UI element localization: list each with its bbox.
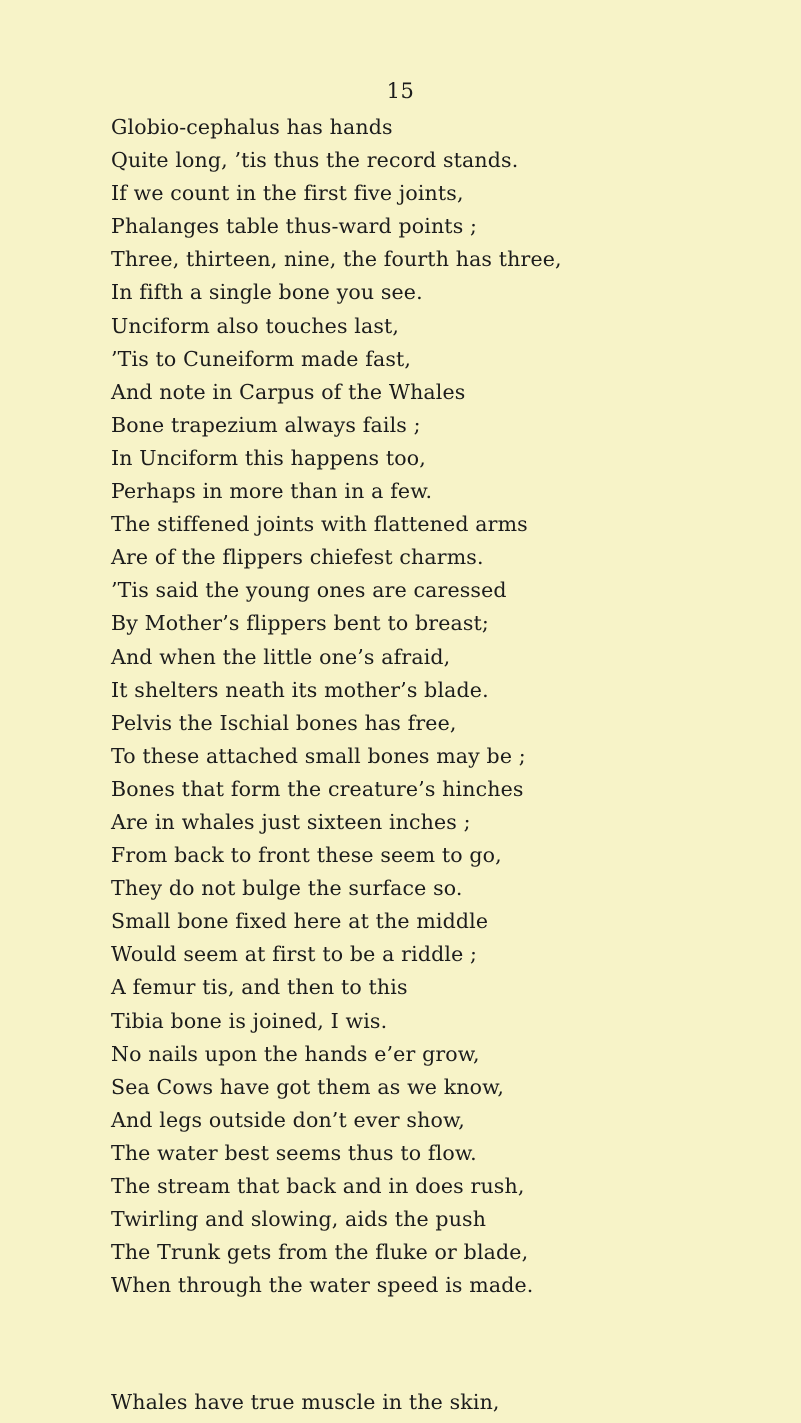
poem-line: ’Tis said the young ones are caressed — [111, 578, 507, 603]
poem-line: And legs outside don’t ever show, — [111, 1107, 465, 1132]
poem-line: When through the water speed is made. — [111, 1273, 534, 1298]
poem-line: In fifth a single bone you see. — [111, 280, 423, 305]
poem-line: Pelvis the Ischial bones has free, — [111, 710, 457, 735]
poem-line: And note in Carpus of the Whales — [111, 379, 466, 404]
poem-line: Quite long, ’tis thus the record stands. — [111, 148, 519, 173]
poem-line: Three, thirteen, nine, the fourth has three, — [111, 247, 562, 272]
poem-line: Are in whales just sixteen inches ; — [111, 809, 471, 834]
poem-line: If we count in the first five joints, — [111, 181, 464, 206]
poem-line: Tibia bone is joined, I wis. — [111, 1008, 388, 1033]
poem-line: Would seem at first to be a riddle ; — [111, 942, 478, 967]
poem-line: Perhaps in more than in a few. — [111, 479, 433, 504]
poem-line: Are of the flippers chiefest charms. — [111, 545, 484, 570]
poem-line: They do not bulge the surface so. — [111, 876, 463, 901]
poem-line: Sea Cows have got them as we know, — [111, 1074, 505, 1099]
poem-line: The water best seems thus to flow. — [111, 1140, 477, 1165]
poem-line: ’Tis to Cuneiform made fast, — [111, 346, 412, 371]
poem-line: It shelters neath its mother’s blade. — [111, 677, 489, 702]
poem-line: Bones that form the creature’s hinches — [111, 776, 524, 801]
poem-line: Globio-cephalus has hands — [111, 115, 393, 139]
poem-line: From back to front these seem to go, — [111, 843, 502, 868]
poem-line: No nails upon the hands e’er grow, — [111, 1041, 480, 1066]
poem-stanza — [111, 111, 791, 1302]
poem-line: Bone trapezium always fails ; — [111, 412, 421, 437]
poem-line: And when the little one’s afraid, — [111, 644, 451, 669]
poem-line: Twirling and slowing, aids the push — [111, 1207, 487, 1232]
poem-line: Unciform also touches last, — [111, 313, 400, 338]
page-number: 15 — [386, 79, 415, 103]
poem-line: By Mother’s flippers bent to breast; — [111, 611, 489, 636]
poem-line: To these attached small bones may be ; — [111, 743, 526, 768]
poem-continuation-line: Whales have true muscle in the skin, — [111, 1390, 500, 1414]
poem-line: Small bone fixed here at the middle — [111, 909, 489, 934]
poem-line: Phalanges table thus-ward points ; — [111, 214, 478, 239]
poem-line: In Unciform this happens too, — [111, 445, 426, 470]
poem-line: A femur tis, and then to this — [111, 975, 408, 1000]
poem-line: The Trunk gets from the fluke or blade, — [111, 1240, 529, 1265]
poem-line: The stream that back and in does rush, — [111, 1174, 525, 1198]
poem-line: The stiffened joints with flattened arms — [111, 512, 528, 537]
